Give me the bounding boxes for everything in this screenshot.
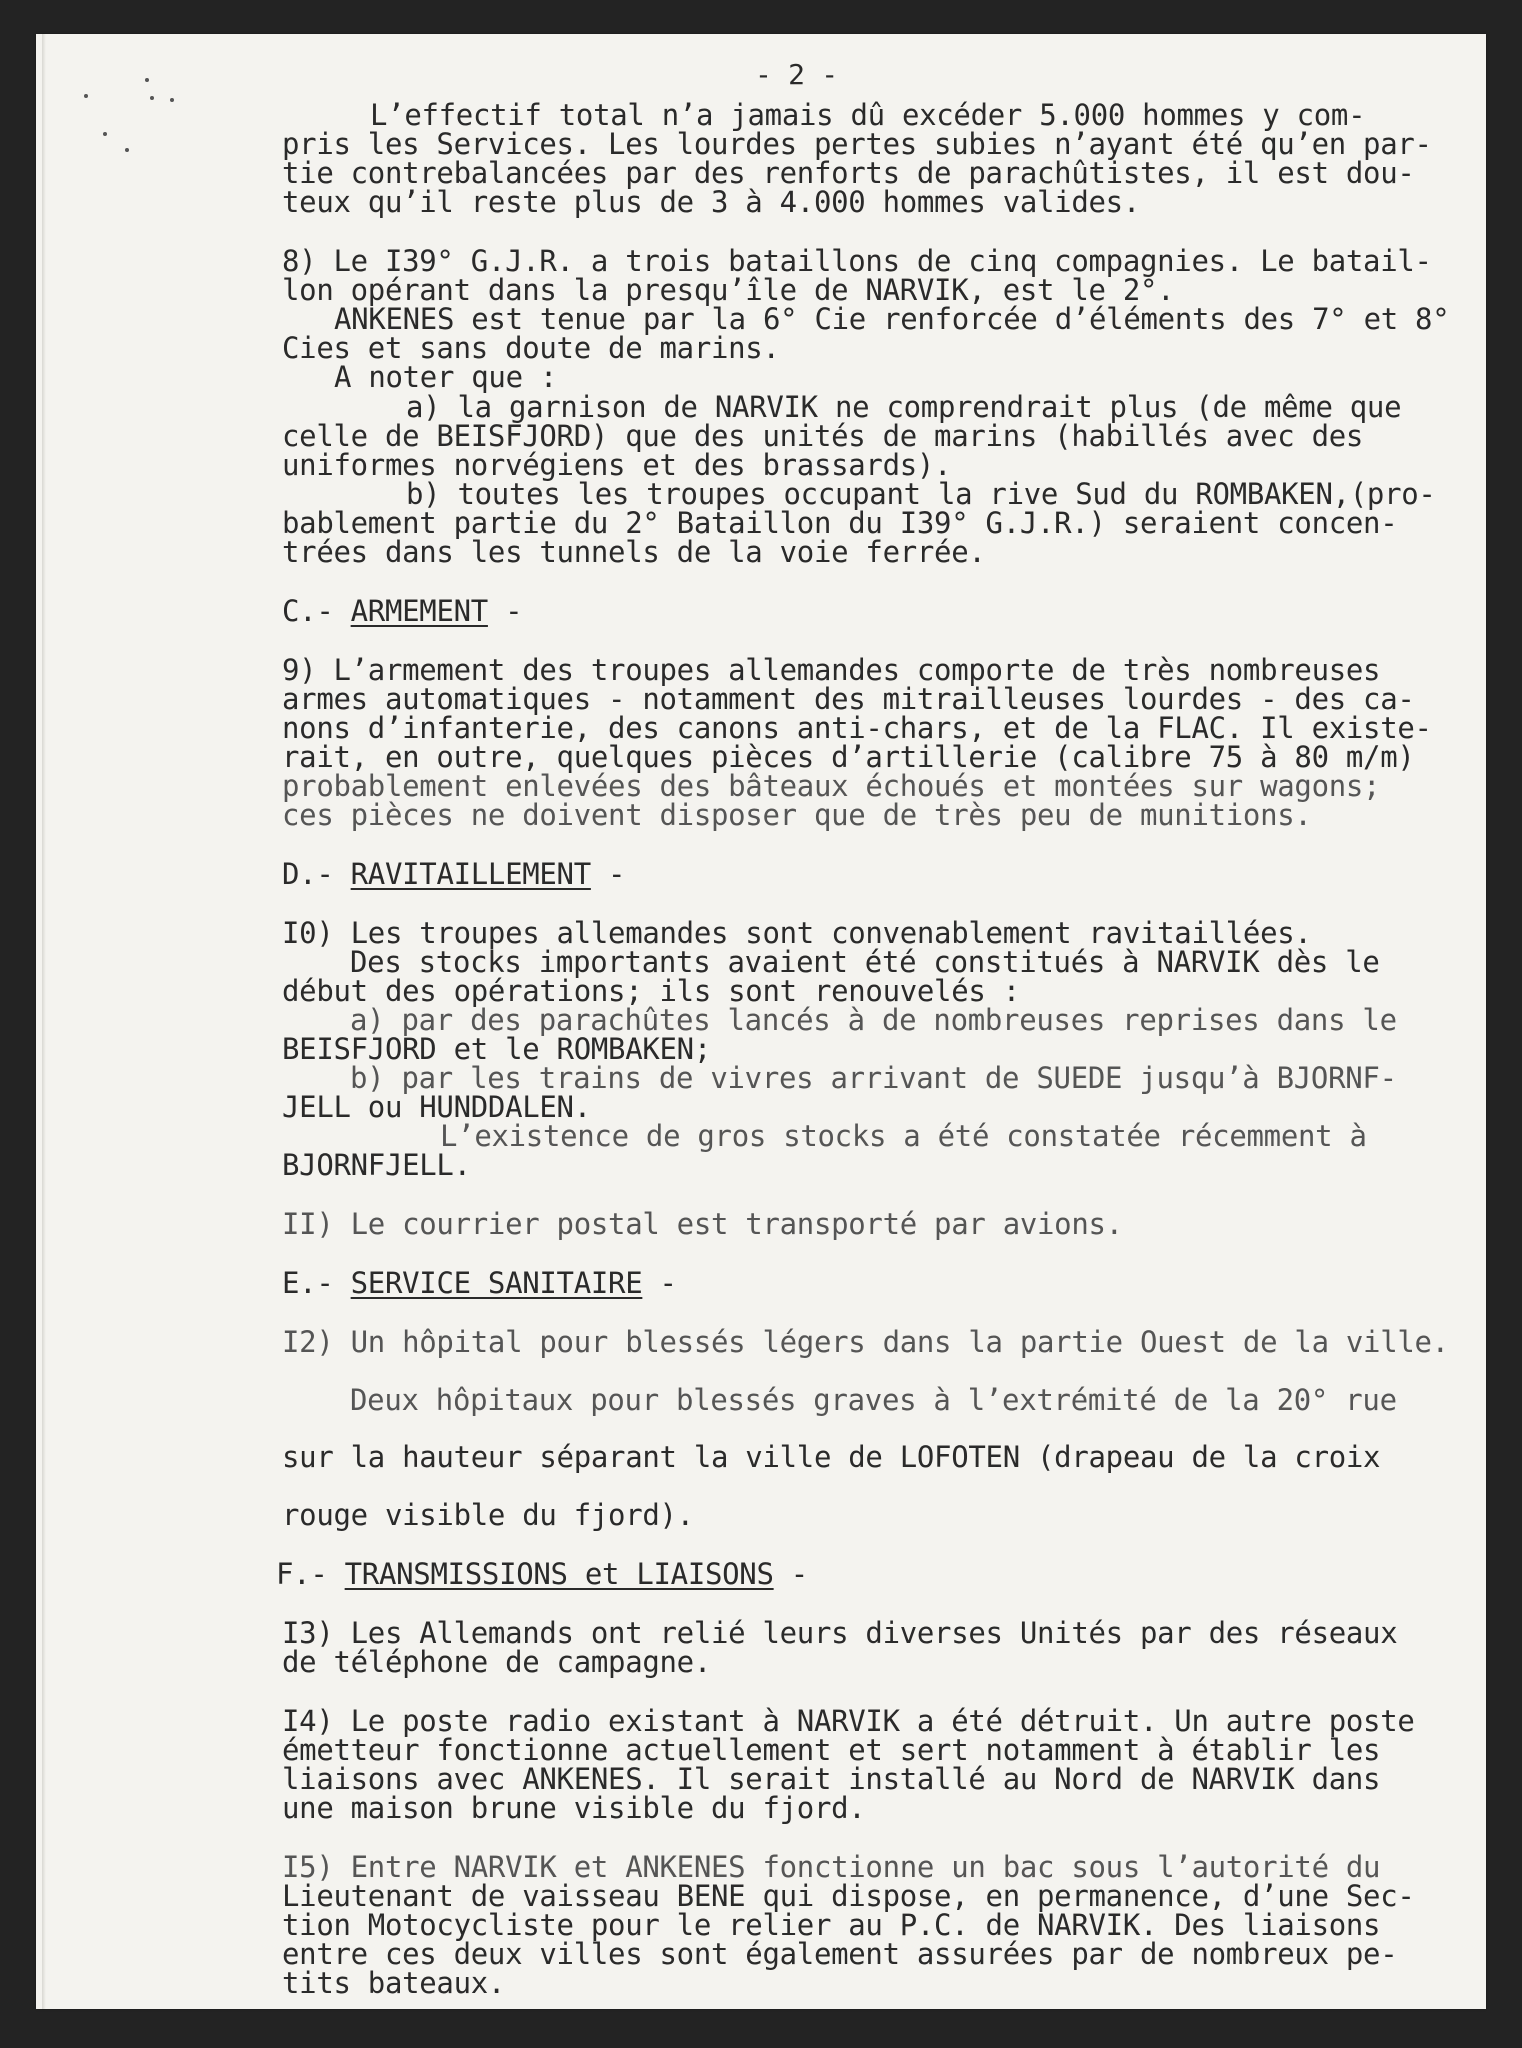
text-line: a) la garnison de NARVIK ne comprendrait plus (de même que [406,390,1402,424]
text-line: début des opérations; ils sont renouvelés : [282,974,1020,1008]
section-dash: - [642,1266,677,1300]
text-line: tie contrebalancées par des renforts de parachûtistes, il est dou- [282,156,1415,190]
section-title: ARMEMENT [350,594,488,628]
text-line: 9) L’armement des troupes allemandes comporte de très nombreuses [282,653,1381,687]
text-line: de téléphone de campagne. [282,1645,711,1679]
text-line: lon opérant dans la presqu’île de NARVIK, est le 2°. [282,273,1175,307]
text-line: entre ces deux villes sont également assurées par de nombreux pe- [282,1937,1398,1971]
text-line: liaisons avec ANKENES. Il serait installé au Nord de NARVIK dans [282,1762,1381,1796]
margin-speck [125,148,129,152]
text-line: b) toutes les troupes occupant la rive Sud du ROMBAKEN,(pro- [406,477,1436,511]
text-line: Des stocks importants avaient été constitués à NARVIK dès le [350,945,1380,979]
margin-speck [84,94,88,98]
margin-speck [103,132,107,136]
text-line: tits bateaux. [282,1966,506,2000]
text-line: ces pièces ne doivent disposer que de très peu de munitions. [282,798,1312,832]
text-line: une maison brune visible du fjord. [282,1791,866,1825]
text-line: uniformes norvégiens et des brassards). [282,448,952,482]
text-line: tion Motocycliste pour le relier au P.C. de NARVIK. Des liaisons [282,1908,1381,1942]
text-line: sur la hauteur séparant la ville de LOFOTEN (drapeau de la croix [282,1440,1381,1474]
text-line: BEISFJORD et le ROMBAKEN; [282,1032,711,1066]
text-line: émetteur fonctionne actuellement et sert notamment à établir les [282,1733,1381,1767]
text-line: nons d’infanterie, des canons anti-chars, et de la FLAC. Il existe- [282,711,1432,745]
section-letter: D.- [282,857,351,891]
text-line: I4) Le poste radio existant à NARVIK a été détruit. Un autre poste [282,1704,1415,1738]
text-line: L’existence de gros stocks a été constatée récemment à [440,1119,1367,1153]
text-line: rouge visible du fjord). [282,1498,694,1532]
section-letter: F.- [276,1557,345,1591]
text-line: probablement enlevées des bâteaux échoués et montées sur wagons; [282,769,1381,803]
text-line: Deux hôpitaux pour blessés graves à l’extrémité de la 20° rue [350,1383,1397,1417]
text-line: II) Le courrier postal est transporté par avions. [282,1207,1123,1241]
page-number: - 2 - [755,58,838,91]
section-dash: - [487,594,523,628]
section-dash: - [590,857,626,891]
section-heading [282,1268,677,1298]
margin-speck [150,96,154,100]
text-line: a) par des parachûtes lancés à de nombreuses reprises dans le [350,1003,1397,1037]
text-line: rait, en outre, quelques pièces d’artillerie (calibre 75 à 80 m/m) [282,740,1415,774]
text-line: I3) Les Allemands ont relié leurs diverses Unités par des réseaux [282,1616,1398,1650]
text-line: I0) Les troupes allemandes sont convenablement ravitaillées. [282,916,1312,950]
section-letter: C.- [282,594,351,628]
text-line: Cies et sans doute de marins. [282,331,780,365]
text-line: bablement partie du 2° Bataillon du I39° G.J.R.) seraient concen- [282,506,1398,540]
text-line: Lieutenant de vaisseau BENE qui dispose, en permanence, d’une Sec- [282,1879,1415,1913]
section-heading [282,859,625,889]
section-title: TRANSMISSIONS et LIAISONS [344,1557,774,1591]
text-line: celle de BEISFJORD) que des unités de marins (habillés avec des [282,419,1364,453]
section-title: RAVITAILLEMENT [350,857,591,891]
section-heading [282,596,522,626]
section-title: SERVICE SANITAIRE [350,1266,643,1300]
text-line: JELL ou HUNDDALEN. [282,1090,591,1124]
text-line: L’effectif total n’a jamais dû excéder 5.000 hommes y com- [370,98,1366,132]
text-line: pris les Services. Les lourdes pertes subies n’ayant été qu’en par- [282,127,1432,161]
text-line: I5) Entre NARVIK et ANKENES fonctionne un bac sous l’autorité du [282,1850,1381,1884]
text-line: 8) Le I39° G.J.R. a trois bataillons de cinq compagnies. Le batail- [282,244,1432,278]
text-line: I2) Un hôpital pour blessés légers dans la partie Ouest de la ville. [282,1325,1449,1359]
section-heading [276,1559,808,1589]
text-line: b) par les trains de vivres arrivant de SUEDE jusqu’à BJORNF- [350,1061,1397,1095]
text-line: A noter que : [334,360,558,394]
text-line: ANKENES est tenue par la 6° Cie renforcée d’éléments des 7° et 8° [334,302,1450,336]
margin-speck [170,98,174,102]
text-line: armes automatiques - notamment des mitrailleuses lourdes - des ca- [282,682,1415,716]
section-letter: E.- [282,1266,351,1300]
section-dash: - [773,1557,808,1591]
text-line: teux qu’il reste plus de 3 à 4.000 hommes valides. [282,185,1140,219]
margin-speck [145,78,149,82]
text-line: BJORNFJELL. [282,1148,471,1182]
text-line: trées dans les tunnels de la voie ferrée. [282,535,986,569]
